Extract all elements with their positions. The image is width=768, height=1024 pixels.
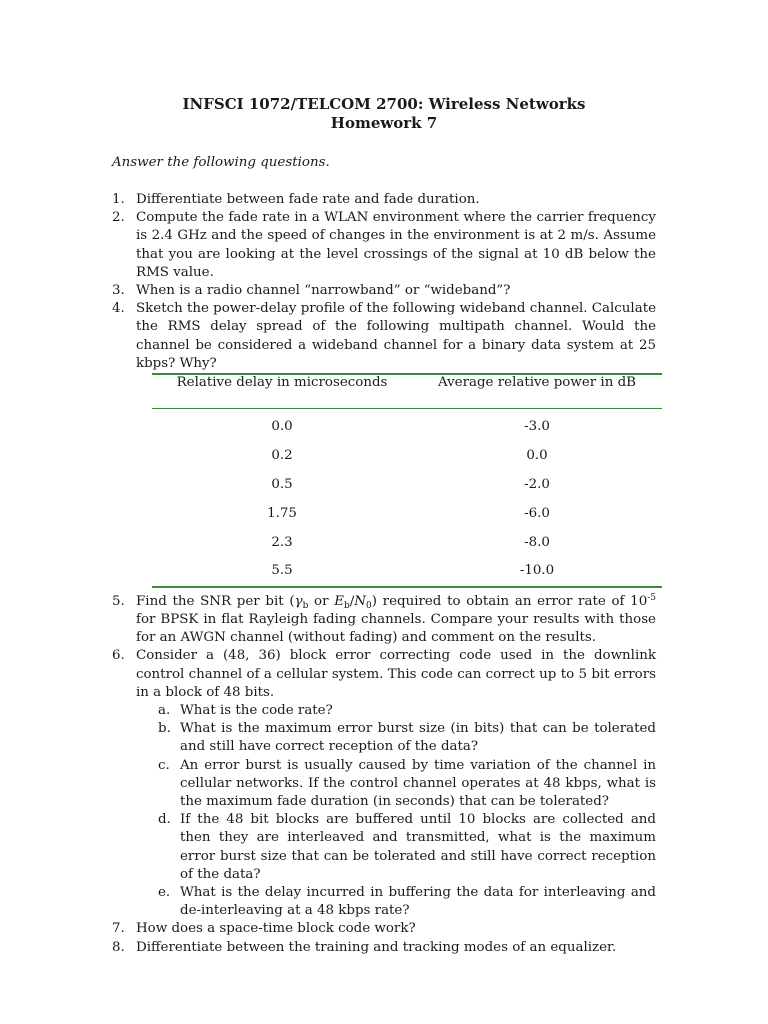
delay-cell: 5.5 xyxy=(271,563,293,579)
table-row xyxy=(152,442,662,471)
table-row xyxy=(152,471,662,500)
delay-cell: 2.3 xyxy=(271,534,293,550)
question-text: Differentiate between the training and tracking modes of an equalizer. xyxy=(136,939,617,955)
n0-symbol: N xyxy=(354,593,367,609)
table-row xyxy=(152,557,662,587)
text-segment: Find the SNR per bit ( xyxy=(136,593,295,609)
table-row xyxy=(152,528,662,557)
table-row xyxy=(152,499,662,528)
exponent: -5 xyxy=(647,592,657,603)
slash: / xyxy=(349,593,355,609)
column-header-delay: Relative delay in microseconds xyxy=(152,374,412,409)
question-text: How does a space-time block code work? xyxy=(136,921,416,937)
document-header xyxy=(0,95,768,133)
question-text: Sketch the power-delay profile of the following wideband channel. Calculate the RMS delay spread of the following multipath channel. Would the channel be considered a wideband channel for a binary data system at 25 kbps? Why? xyxy=(136,301,656,371)
question-text: Differentiate between fade rate and fade duration. xyxy=(136,192,480,207)
power-cell: -8.0 xyxy=(524,534,550,550)
question-text xyxy=(136,594,656,645)
question-number: 3. xyxy=(112,283,125,299)
power-cell: -10.0 xyxy=(519,563,555,579)
table-row xyxy=(152,409,662,442)
question-number: 4. xyxy=(112,301,125,317)
subquestion-letter: d. xyxy=(158,812,171,828)
question-number: 7. xyxy=(112,921,125,937)
table-header-row xyxy=(152,374,662,409)
question-3 xyxy=(112,282,656,300)
subquestion-letter: c. xyxy=(158,757,170,773)
power-cell: -6.0 xyxy=(524,505,550,521)
text-segment: ) required to obtain an error rate of 10 xyxy=(371,593,648,609)
gamma-subscript: b xyxy=(302,600,309,611)
delay-cell: 0.5 xyxy=(271,476,293,492)
question-number: 8. xyxy=(112,939,125,955)
question-text: Consider a (48, 36) block error correcting code used in the downlink control channel of a cellular system. This code can correct up to 5 bit errors in a block of 48 bits. xyxy=(136,648,656,700)
eb-symbol: E xyxy=(334,593,345,609)
subquestion-a xyxy=(112,702,656,720)
subquestion-text: If the 48 bit blocks are buffered until 10 blocks are collected and then they are interleaved and transmitted, what is the maximum error burst size that can be tolerated and still have correct reception of the data? xyxy=(180,812,656,882)
homework-title: Homework 7 xyxy=(330,114,438,132)
question-text: When is a radio channel “narrowband” or “wideband”? xyxy=(136,283,511,299)
question-number: 1. xyxy=(112,192,125,207)
question-number: 5. xyxy=(112,593,125,609)
subquestion-letter: a. xyxy=(158,703,171,719)
eb-subscript: b xyxy=(344,600,350,611)
question-list xyxy=(112,191,656,957)
question-5 xyxy=(112,593,656,648)
course-title: INFSCI 1072/TELCOM 2700: Wireless Networks xyxy=(182,95,586,113)
question-6 xyxy=(112,647,656,702)
subquestion-c xyxy=(112,757,656,812)
text-segment: for BPSK in flat Rayleigh fading channels. Compare your results with those for an AWGN channel (without fading) and comment on the results. xyxy=(136,612,656,646)
column-header-power: Average relative power in dB xyxy=(412,374,662,409)
question-number: 6. xyxy=(112,648,125,664)
subquestion-text: What is the delay incurred in buffering the data for interleaving and de-interleaving at a 48 kbps rate? xyxy=(180,885,656,919)
delay-cell: 0.0 xyxy=(271,419,293,435)
power-cell: -3.0 xyxy=(524,419,550,435)
text-segment: or xyxy=(308,593,335,609)
subquestion-e xyxy=(112,884,656,920)
subquestion-letter: e. xyxy=(158,885,171,901)
delay-profile-table xyxy=(152,373,662,588)
question-number: 2. xyxy=(112,210,125,226)
subquestion-text: What is the code rate? xyxy=(180,703,333,719)
n0-subscript: 0 xyxy=(366,600,372,611)
subquestion-d xyxy=(112,811,656,884)
subquestion-letter: b. xyxy=(158,721,171,737)
instructions: Answer the following questions. xyxy=(112,155,330,170)
question-2 xyxy=(112,209,656,282)
delay-cell: 1.75 xyxy=(267,505,297,521)
question-7 xyxy=(112,920,656,938)
subquestion-text: An error burst is usually caused by time variation of the channel in cellular networks. If the control channel operates at 48 kbps, what is the maximum fade duration (in seconds) that can be tolerated? xyxy=(180,757,656,810)
question-8 xyxy=(112,939,656,957)
question-4 xyxy=(112,300,656,373)
question-1 xyxy=(112,191,656,209)
power-cell: -2.0 xyxy=(524,476,550,492)
power-cell: 0.0 xyxy=(526,448,548,464)
question-text: Compute the fade rate in a WLAN environment where the carrier frequency is 2.4 GHz and the speed of changes in the environment is at 2 m/s. Assume that you are looking at the level crossings of the signal at 10 dB below the RMS value. xyxy=(136,210,656,280)
gamma-symbol: γ xyxy=(294,593,303,609)
subquestion-text: What is the maximum error burst size (in bits) that can be tolerated and still have correct reception of the data? xyxy=(180,721,656,755)
subquestion-b xyxy=(112,720,656,756)
delay-cell: 0.2 xyxy=(271,448,293,464)
